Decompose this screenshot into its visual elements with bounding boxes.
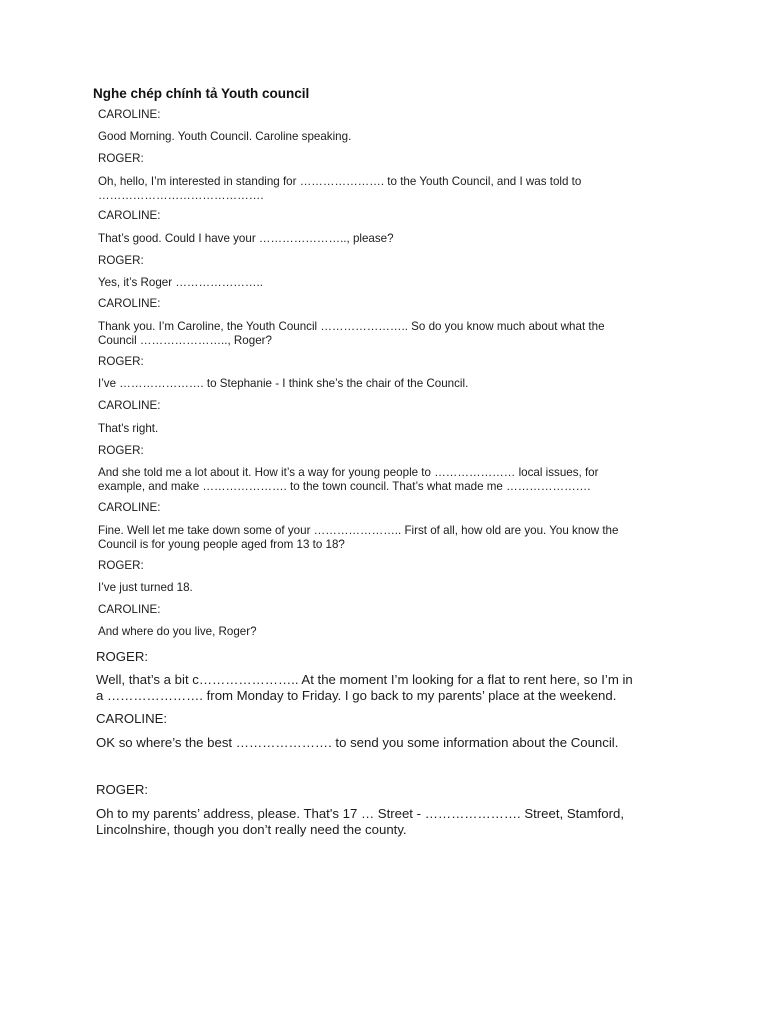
dialogue-line: Well, that’s a bit c………………….. At the moment I’m looking for a flat to rent here, so I’m in xyxy=(96,672,633,687)
speaker-label: CAROLINE: xyxy=(98,399,161,412)
dialogue-line: And where do you live, Roger? xyxy=(98,625,257,638)
speaker-label: CAROLINE: xyxy=(98,603,161,616)
speaker-label: ROGER: xyxy=(98,254,144,267)
dialogue-line: Good Morning. Youth Council. Caroline speaking. xyxy=(98,130,352,143)
speaker-label: ROGER: xyxy=(98,355,144,368)
dialogue-line: I’ve just turned 18. xyxy=(98,581,193,594)
dialogue-line: I’ve …………………. to Stephanie - I think she’s the chair of the Council. xyxy=(98,377,469,390)
dialogue-line: Oh, hello, I’m interested in standing for …………………. to the Youth Council, and I was told to xyxy=(98,175,582,188)
speaker-label: CAROLINE: xyxy=(98,297,161,310)
speaker-label: CAROLINE: xyxy=(98,209,161,222)
speaker-label: ROGER: xyxy=(98,444,144,457)
dialogue-line: example, and make …………………. to the town council. That’s what made me …………………. xyxy=(98,480,591,493)
dialogue-line: That’s good. Could I have your ………………….., please? xyxy=(98,232,394,245)
dialogue-line: Council is for young people aged from 13 to 18? xyxy=(98,538,345,551)
dialogue-line: Fine. Well let me take down some of your ………………….. First of all, how old are you. You know the xyxy=(98,524,619,537)
dialogue-line: Lincolnshire, though you don’t really need the county. xyxy=(96,822,407,837)
speaker-label: ROGER: xyxy=(96,782,149,797)
speaker-label: CAROLINE: xyxy=(98,501,161,514)
speaker-label: ROGER: xyxy=(96,649,149,664)
speaker-label: CAROLINE: xyxy=(98,108,161,121)
dialogue-line: Thank you. I’m Caroline, the Youth Council ………………….. So do you know much about what the xyxy=(98,320,605,333)
speaker-label: ROGER: xyxy=(98,152,144,165)
speaker-label: ROGER: xyxy=(98,559,144,572)
dialogue-line: That's right. xyxy=(98,422,159,435)
dialogue-line: Oh to my parents’ address, please. That's 17 … Street - …………………. Street, Stamford, xyxy=(96,806,625,821)
dialogue-line: a …………………. from Monday to Friday. I go back to my parents’ place at the weekend. xyxy=(96,688,617,703)
dialogue-line: OK so where’s the best …………………. to send you some information about the Council. xyxy=(96,735,619,750)
dialogue-line: And she told me a lot about it. How it’s a way for young people to ………………… local issues, for xyxy=(98,466,599,479)
dialogue-line: Yes, it’s Roger ………………….. xyxy=(98,276,263,289)
document-title: Nghe chép chính tả Youth council xyxy=(93,86,310,101)
dialogue-line: Council ………………….., Roger? xyxy=(98,334,272,347)
dialogue-line: ……………………………………. xyxy=(98,189,264,202)
speaker-label: CAROLINE: xyxy=(96,711,168,726)
